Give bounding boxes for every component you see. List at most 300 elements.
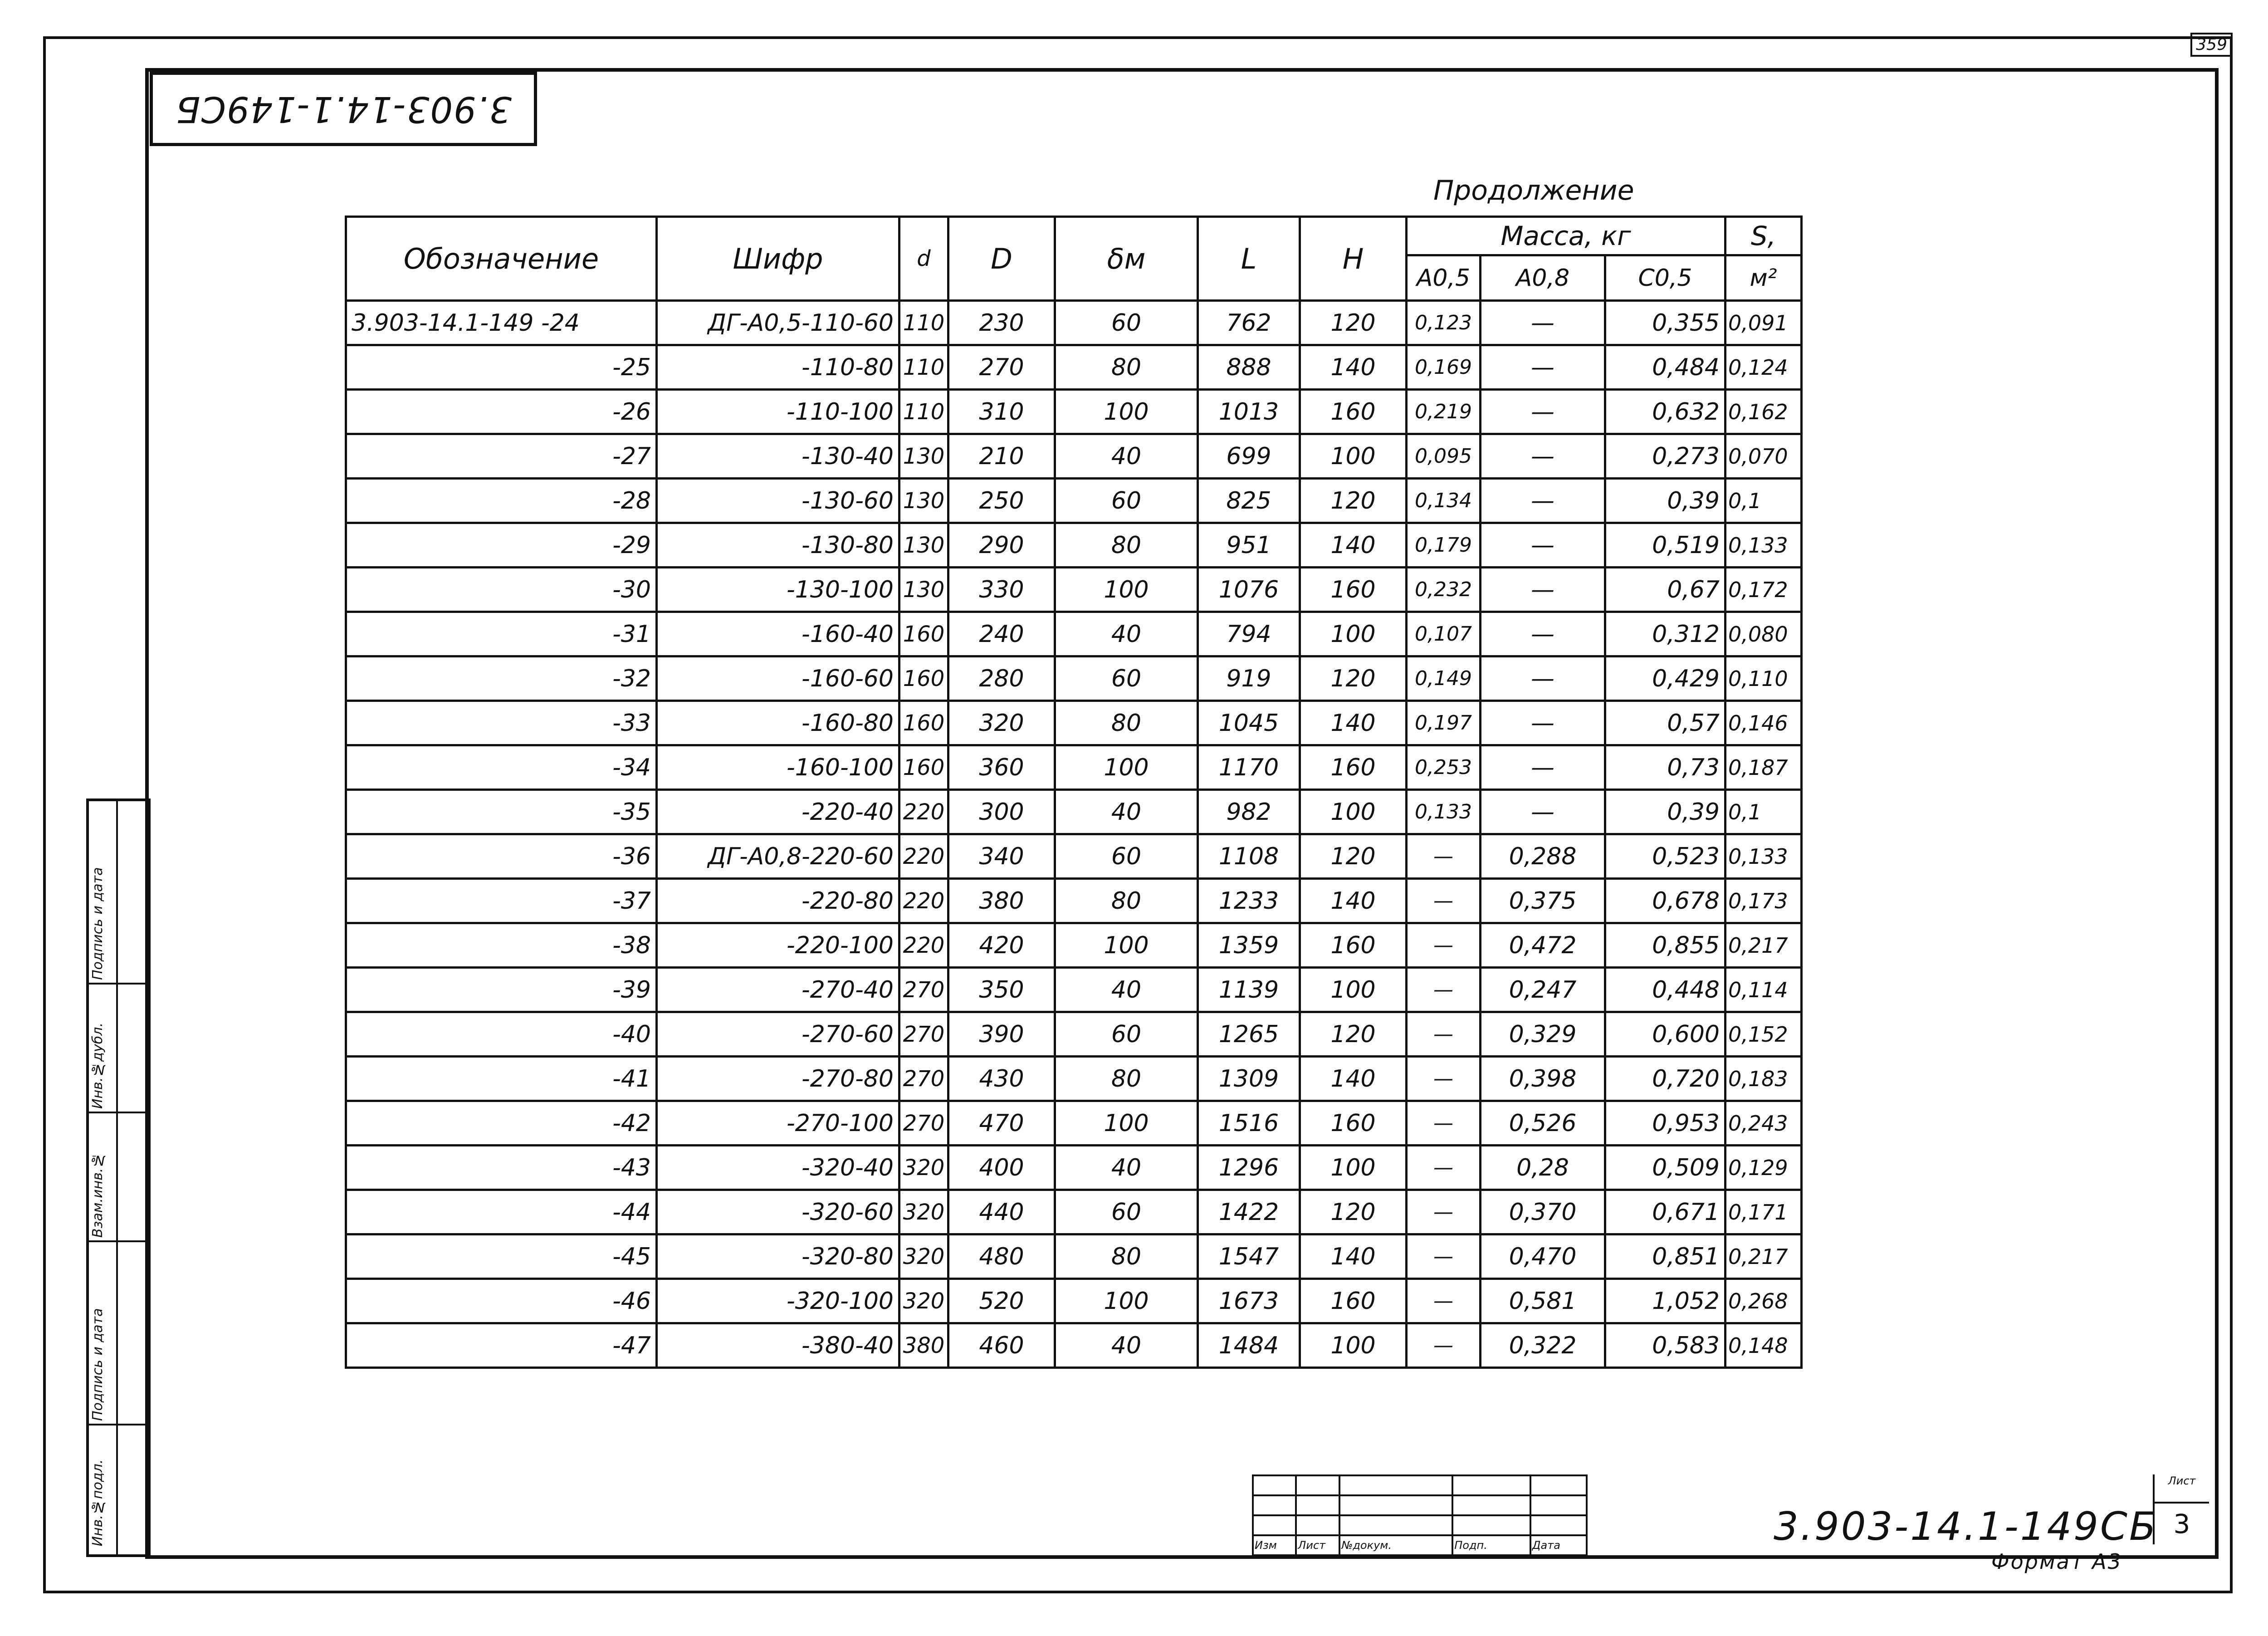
header-delta-m: δм [1055, 217, 1198, 301]
height-cell: 160 [1300, 1279, 1407, 1323]
mass-c05-cell: 0,67 [1605, 568, 1725, 612]
thickness-cell: 100 [1055, 568, 1198, 612]
height-cell: 100 [1300, 434, 1407, 479]
area-cell: 0,217 [1725, 1234, 1802, 1279]
mass-c05-cell: 0,519 [1605, 523, 1725, 568]
designation-cell: -41 [346, 1057, 657, 1101]
height-cell: 120 [1300, 479, 1407, 523]
mass-a08-cell: 0,370 [1481, 1190, 1605, 1234]
code-cell: -130-60 [657, 479, 899, 523]
designation-cell: -37 [346, 879, 657, 923]
length-cell: 1422 [1198, 1190, 1300, 1234]
mass-c05-cell: 0,355 [1605, 301, 1725, 345]
mass-a08-cell: 0,329 [1481, 1012, 1605, 1057]
area-cell: 0,110 [1725, 656, 1802, 701]
side-stamp-label: Подпись и дата [90, 1308, 106, 1421]
mass-a08-cell: — [1481, 790, 1605, 834]
table-row [346, 834, 1802, 879]
outer-diameter-cell: 390 [948, 1012, 1055, 1057]
table-row [346, 879, 1802, 923]
area-cell: 0,091 [1725, 301, 1802, 345]
header-L: L [1198, 217, 1300, 301]
rev-cell [1253, 1475, 1296, 1495]
designation-cell: -39 [346, 968, 657, 1012]
outer-diameter-cell: 270 [948, 345, 1055, 390]
area-cell: 0,1 [1725, 479, 1802, 523]
mass-c05-cell: 0,448 [1605, 968, 1725, 1012]
mass-a05-cell: 0,253 [1407, 745, 1481, 790]
mass-a05-cell: 0,123 [1407, 301, 1481, 345]
length-cell: 1076 [1198, 568, 1300, 612]
table-row [346, 390, 1802, 434]
area-cell: 0,133 [1725, 834, 1802, 879]
code-cell: ДГ-А0,8-220-60 [657, 834, 899, 879]
height-cell: 100 [1300, 790, 1407, 834]
rev-cell [1530, 1495, 1587, 1515]
d-cell: 160 [899, 745, 948, 790]
length-cell: 888 [1198, 345, 1300, 390]
code-cell: -160-80 [657, 701, 899, 745]
code-cell: -130-100 [657, 568, 899, 612]
code-cell: -320-100 [657, 1279, 899, 1323]
code-cell: -270-100 [657, 1101, 899, 1146]
code-cell: -220-40 [657, 790, 899, 834]
outer-diameter-cell: 240 [948, 612, 1055, 656]
mass-a08-cell: 0,526 [1481, 1101, 1605, 1146]
length-cell: 1516 [1198, 1101, 1300, 1146]
table-row [346, 656, 1802, 701]
area-cell: 0,183 [1725, 1057, 1802, 1101]
mass-a05-cell: — [1407, 1057, 1481, 1101]
title-block-sheet-label: Лист [2153, 1474, 2209, 1504]
rev-label-sheet: Лист [1296, 1535, 1339, 1555]
header-D: D [948, 217, 1055, 301]
area-cell: 0,152 [1725, 1012, 1802, 1057]
outer-diameter-cell: 400 [948, 1146, 1055, 1190]
outer-diameter-cell: 470 [948, 1101, 1055, 1146]
outer-diameter-cell: 300 [948, 790, 1055, 834]
mass-a08-cell: — [1481, 434, 1605, 479]
height-cell: 100 [1300, 968, 1407, 1012]
thickness-cell: 80 [1055, 1057, 1198, 1101]
thickness-cell: 100 [1055, 923, 1198, 968]
code-cell: -110-80 [657, 345, 899, 390]
mass-a05-cell: — [1407, 1279, 1481, 1323]
table-row [346, 790, 1802, 834]
d-cell: 160 [899, 701, 948, 745]
designation-cell: -25 [346, 345, 657, 390]
rev-label-doc-number: №докум. [1339, 1535, 1452, 1555]
area-cell: 0,146 [1725, 701, 1802, 745]
mass-c05-cell: 0,851 [1605, 1234, 1725, 1279]
mass-a05-cell: — [1407, 1234, 1481, 1279]
area-cell: 0,172 [1725, 568, 1802, 612]
area-cell: 0,129 [1725, 1146, 1802, 1190]
mass-a05-cell: — [1407, 1323, 1481, 1368]
code-cell: -320-60 [657, 1190, 899, 1234]
mass-a05-cell: — [1407, 1146, 1481, 1190]
table-row [346, 1012, 1802, 1057]
outer-diameter-cell: 480 [948, 1234, 1055, 1279]
side-stamp-cell [89, 985, 148, 1113]
thickness-cell: 40 [1055, 612, 1198, 656]
length-cell: 1139 [1198, 968, 1300, 1012]
area-cell: 0,124 [1725, 345, 1802, 390]
area-cell: 0,217 [1725, 923, 1802, 968]
thickness-cell: 100 [1055, 1279, 1198, 1323]
height-cell: 140 [1300, 523, 1407, 568]
thickness-cell: 100 [1055, 390, 1198, 434]
area-cell: 0,1 [1725, 790, 1802, 834]
height-cell: 160 [1300, 745, 1407, 790]
designation-cell: -30 [346, 568, 657, 612]
mass-a08-cell: 0,470 [1481, 1234, 1605, 1279]
thickness-cell: 80 [1055, 345, 1198, 390]
code-cell: -270-40 [657, 968, 899, 1012]
mass-a05-cell: — [1407, 879, 1481, 923]
thickness-cell: 60 [1055, 834, 1198, 879]
d-cell: 160 [899, 656, 948, 701]
outer-diameter-cell: 330 [948, 568, 1055, 612]
height-cell: 140 [1300, 1057, 1407, 1101]
height-cell: 140 [1300, 701, 1407, 745]
table-row [346, 1190, 1802, 1234]
d-cell: 130 [899, 568, 948, 612]
title-block-sheet-number: 3 [2153, 1504, 2209, 1544]
code-cell: ДГ-А0,5-110-60 [657, 301, 899, 345]
mass-a08-cell: — [1481, 701, 1605, 745]
designation-cell: -36 [346, 834, 657, 879]
area-cell: 0,187 [1725, 745, 1802, 790]
mass-a05-cell: 0,169 [1407, 345, 1481, 390]
outer-diameter-cell: 210 [948, 434, 1055, 479]
length-cell: 1045 [1198, 701, 1300, 745]
table-row [346, 923, 1802, 968]
length-cell: 1359 [1198, 923, 1300, 968]
designation-cell: -45 [346, 1234, 657, 1279]
spec-table-body [346, 301, 1802, 1368]
mass-a05-cell: 0,149 [1407, 656, 1481, 701]
rev-cell [1296, 1475, 1339, 1495]
rev-cell [1339, 1475, 1452, 1495]
d-cell: 160 [899, 612, 948, 656]
mass-c05-cell: 0,273 [1605, 434, 1725, 479]
mass-c05-cell: 0,484 [1605, 345, 1725, 390]
mass-c05-cell: 0,671 [1605, 1190, 1725, 1234]
height-cell: 100 [1300, 612, 1407, 656]
designation-cell: -26 [346, 390, 657, 434]
side-stamp-cell [89, 1425, 148, 1549]
mass-a05-cell: 0,134 [1407, 479, 1481, 523]
designation-cell: -33 [346, 701, 657, 745]
table-row [346, 1323, 1802, 1368]
thickness-cell: 60 [1055, 1190, 1198, 1234]
height-cell: 140 [1300, 1234, 1407, 1279]
mass-c05-cell: 1,052 [1605, 1279, 1725, 1323]
height-cell: 120 [1300, 834, 1407, 879]
mass-a08-cell: — [1481, 301, 1605, 345]
thickness-cell: 60 [1055, 656, 1198, 701]
rev-cell [1339, 1515, 1452, 1535]
header-H: H [1300, 217, 1407, 301]
rev-cell [1296, 1495, 1339, 1515]
mass-c05-cell: 0,632 [1605, 390, 1725, 434]
outer-diameter-cell: 340 [948, 834, 1055, 879]
rev-cell [1452, 1475, 1530, 1495]
length-cell: 794 [1198, 612, 1300, 656]
length-cell: 1108 [1198, 834, 1300, 879]
area-cell: 0,162 [1725, 390, 1802, 434]
thickness-cell: 60 [1055, 1012, 1198, 1057]
height-cell: 100 [1300, 1323, 1407, 1368]
mass-c05-cell: 0,429 [1605, 656, 1725, 701]
thickness-cell: 40 [1055, 968, 1198, 1012]
mass-c05-cell: 0,720 [1605, 1057, 1725, 1101]
designation-cell: -31 [346, 612, 657, 656]
code-cell: -320-80 [657, 1234, 899, 1279]
height-cell: 160 [1300, 1101, 1407, 1146]
d-cell: 320 [899, 1190, 948, 1234]
table-row [346, 612, 1802, 656]
mass-c05-cell: 0,509 [1605, 1146, 1725, 1190]
length-cell: 1484 [1198, 1323, 1300, 1368]
table-row [346, 968, 1802, 1012]
d-cell: 270 [899, 1057, 948, 1101]
outer-diameter-cell: 380 [948, 879, 1055, 923]
side-stamp-label: Подпись и дата [90, 867, 106, 980]
mass-a08-cell: 0,581 [1481, 1279, 1605, 1323]
d-cell: 220 [899, 790, 948, 834]
length-cell: 1233 [1198, 879, 1300, 923]
length-cell: 1265 [1198, 1012, 1300, 1057]
spec-table [345, 216, 1803, 1369]
thickness-cell: 60 [1055, 479, 1198, 523]
height-cell: 120 [1300, 1012, 1407, 1057]
d-cell: 320 [899, 1146, 948, 1190]
designation-cell: -38 [346, 923, 657, 968]
designation-cell: -32 [346, 656, 657, 701]
outer-diameter-cell: 310 [948, 390, 1055, 434]
d-cell: 220 [899, 923, 948, 968]
mass-a05-cell: — [1407, 1101, 1481, 1146]
code-cell: -380-40 [657, 1323, 899, 1368]
rev-cell [1530, 1515, 1587, 1535]
thickness-cell: 40 [1055, 790, 1198, 834]
table-row [346, 1101, 1802, 1146]
mass-c05-cell: 0,600 [1605, 1012, 1725, 1057]
thickness-cell: 40 [1055, 434, 1198, 479]
mass-a05-cell: 0,232 [1407, 568, 1481, 612]
mass-a05-cell: 0,107 [1407, 612, 1481, 656]
length-cell: 762 [1198, 301, 1300, 345]
height-cell: 120 [1300, 1190, 1407, 1234]
continuation-caption: Продолжение [1433, 175, 1634, 206]
side-stamp-cell [89, 1113, 148, 1242]
rev-label-date: Дата [1530, 1535, 1587, 1555]
designation-cell: -46 [346, 1279, 657, 1323]
d-cell: 320 [899, 1234, 948, 1279]
code-cell: -130-80 [657, 523, 899, 568]
length-cell: 951 [1198, 523, 1300, 568]
area-cell: 0,243 [1725, 1101, 1802, 1146]
table-row [346, 434, 1802, 479]
thickness-cell: 40 [1055, 1146, 1198, 1190]
d-cell: 220 [899, 834, 948, 879]
mass-a08-cell: — [1481, 656, 1605, 701]
mass-a08-cell: — [1481, 390, 1605, 434]
height-cell: 160 [1300, 390, 1407, 434]
mass-c05-cell: 0,39 [1605, 479, 1725, 523]
d-cell: 270 [899, 968, 948, 1012]
code-cell: -110-100 [657, 390, 899, 434]
designation-cell: -42 [346, 1101, 657, 1146]
header-a05: А0,5 [1407, 255, 1481, 301]
designation-cell: -44 [346, 1190, 657, 1234]
code-cell: -220-100 [657, 923, 899, 968]
height-cell: 120 [1300, 656, 1407, 701]
header-a08: А0,8 [1481, 255, 1605, 301]
outer-diameter-cell: 460 [948, 1323, 1055, 1368]
d-cell: 270 [899, 1012, 948, 1057]
table-row [346, 1146, 1802, 1190]
area-cell: 0,070 [1725, 434, 1802, 479]
mass-c05-cell: 0,678 [1605, 879, 1725, 923]
thickness-cell: 80 [1055, 523, 1198, 568]
thickness-cell: 60 [1055, 301, 1198, 345]
height-cell: 140 [1300, 345, 1407, 390]
area-cell: 0,173 [1725, 879, 1802, 923]
area-cell: 0,133 [1725, 523, 1802, 568]
mass-c05-cell: 0,39 [1605, 790, 1725, 834]
designation-cell: 3.903-14.1-149 -24 [346, 301, 657, 345]
length-cell: 919 [1198, 656, 1300, 701]
side-stamp-label: Взам.инв.№ [90, 1152, 106, 1238]
mass-a08-cell: — [1481, 612, 1605, 656]
height-cell: 120 [1300, 301, 1407, 345]
length-cell: 1547 [1198, 1234, 1300, 1279]
table-row [346, 701, 1802, 745]
mass-a05-cell: 0,179 [1407, 523, 1481, 568]
outer-diameter-cell: 430 [948, 1057, 1055, 1101]
mass-a05-cell: 0,219 [1407, 390, 1481, 434]
code-cell: -160-60 [657, 656, 899, 701]
mass-c05-cell: 0,583 [1605, 1323, 1725, 1368]
outer-diameter-cell: 250 [948, 479, 1055, 523]
mass-a05-cell: — [1407, 1012, 1481, 1057]
mass-a08-cell: 0,28 [1481, 1146, 1605, 1190]
mass-a05-cell: 0,197 [1407, 701, 1481, 745]
designation-cell: -43 [346, 1146, 657, 1190]
side-stamp-label: Инв.№дубл. [90, 1023, 106, 1109]
outer-diameter-cell: 280 [948, 656, 1055, 701]
d-cell: 320 [899, 1279, 948, 1323]
d-cell: 110 [899, 390, 948, 434]
area-cell: 0,114 [1725, 968, 1802, 1012]
length-cell: 1673 [1198, 1279, 1300, 1323]
table-row [346, 345, 1802, 390]
mass-c05-cell: 0,57 [1605, 701, 1725, 745]
title-block [1252, 1474, 2214, 1552]
thickness-cell: 80 [1055, 879, 1198, 923]
d-cell: 220 [899, 879, 948, 923]
mass-a08-cell: 0,375 [1481, 879, 1605, 923]
designation-cell: -28 [346, 479, 657, 523]
mass-a05-cell: 0,133 [1407, 790, 1481, 834]
outer-diameter-cell: 320 [948, 701, 1055, 745]
mass-a05-cell: — [1407, 834, 1481, 879]
designation-cell: -40 [346, 1012, 657, 1057]
mass-c05-cell: 0,73 [1605, 745, 1725, 790]
header-s: S, [1725, 217, 1802, 255]
outer-diameter-cell: 290 [948, 523, 1055, 568]
code-cell: -160-100 [657, 745, 899, 790]
outer-diameter-cell: 350 [948, 968, 1055, 1012]
mass-a08-cell: — [1481, 479, 1605, 523]
revision-grid [1252, 1474, 1588, 1556]
designation-cell: -35 [346, 790, 657, 834]
mass-a08-cell: 0,322 [1481, 1323, 1605, 1368]
outer-diameter-cell: 440 [948, 1190, 1055, 1234]
designation-cell: -27 [346, 434, 657, 479]
mass-a08-cell: — [1481, 345, 1605, 390]
table-row [346, 1057, 1802, 1101]
table-row [346, 745, 1802, 790]
length-cell: 982 [1198, 790, 1300, 834]
area-cell: 0,171 [1725, 1190, 1802, 1234]
mass-a08-cell: 0,472 [1481, 923, 1605, 968]
rev-cell [1452, 1495, 1530, 1515]
side-stamp-cell [89, 801, 148, 985]
mass-a08-cell: 0,398 [1481, 1057, 1605, 1101]
length-cell: 825 [1198, 479, 1300, 523]
table-row [346, 568, 1802, 612]
d-cell: 130 [899, 479, 948, 523]
rev-cell [1253, 1495, 1296, 1515]
d-cell: 270 [899, 1101, 948, 1146]
header-c05: С0,5 [1605, 255, 1725, 301]
rev-cell [1452, 1515, 1530, 1535]
title-block-doc-code: 3.903-14.1-149СБ [1774, 1504, 2158, 1549]
rotated-doc-code: 3.903-14.1-149СБ [175, 88, 512, 129]
thickness-cell: 80 [1055, 701, 1198, 745]
table-row [346, 1279, 1802, 1323]
rotated-doc-code-box [150, 72, 537, 146]
height-cell: 100 [1300, 1146, 1407, 1190]
side-stamp-label: Инв.№подл. [90, 1459, 106, 1546]
length-cell: 1170 [1198, 745, 1300, 790]
mass-a05-cell: — [1407, 968, 1481, 1012]
designation-cell: -47 [346, 1323, 657, 1368]
d-cell: 380 [899, 1323, 948, 1368]
thickness-cell: 100 [1055, 1101, 1198, 1146]
code-cell: -270-80 [657, 1057, 899, 1101]
side-stamp-cell [89, 1242, 148, 1425]
outer-diameter-cell: 360 [948, 745, 1055, 790]
rev-cell [1339, 1495, 1452, 1515]
mass-c05-cell: 0,523 [1605, 834, 1725, 879]
thickness-cell: 100 [1055, 745, 1198, 790]
code-cell: -270-60 [657, 1012, 899, 1057]
code-cell: -160-40 [657, 612, 899, 656]
rev-cell [1253, 1515, 1296, 1535]
rev-label-signature: Подп. [1452, 1535, 1530, 1555]
code-cell: -320-40 [657, 1146, 899, 1190]
table-row [346, 523, 1802, 568]
thickness-cell: 40 [1055, 1323, 1198, 1368]
length-cell: 699 [1198, 434, 1300, 479]
mass-a08-cell: 0,247 [1481, 968, 1605, 1012]
area-cell: 0,148 [1725, 1323, 1802, 1368]
